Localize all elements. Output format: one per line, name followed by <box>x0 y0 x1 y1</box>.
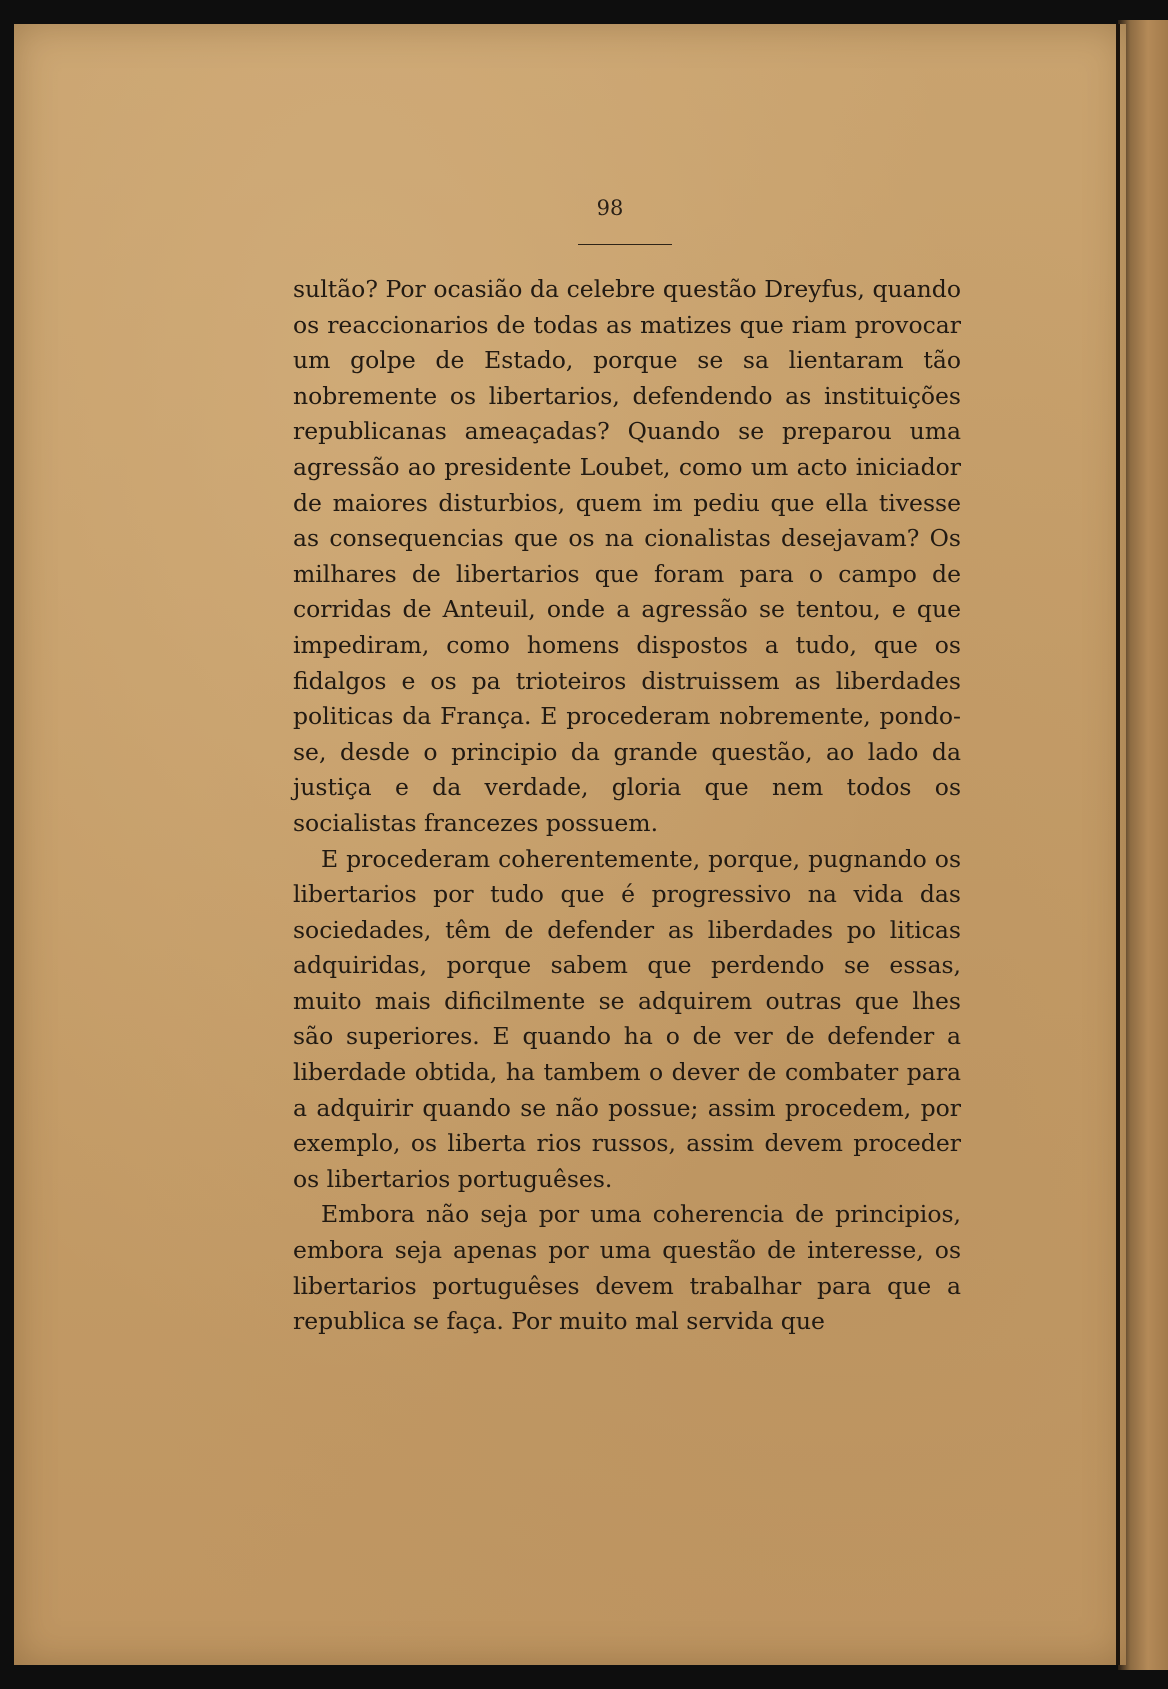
header-rule <box>578 244 672 245</box>
paragraph-2: E procederam coherentemente, porque, pugnando os libertarios por tudo que é progressivo na vida das sociedades, têm de defender as liberdades po liticas adquiridas, porque sabem que perdendo se essas, muito mais dificilmente se adquirem outras que lhes são superiores. E quando ha o de ver de defender a liberdade obtida, ha tambem o dever de combater para a adquirir quando se não possue; assim procedem, por exemplo, os liberta rios russos, assim devem proceder os libertarios portuguêses. <box>293 844 961 1193</box>
paragraph-3: Embora não seja por uma coherencia de principios, embora seja apenas por uma questão de interesse, os libertarios portuguêses devem trabalhar para que a republica se faça. Por muito mal servida que <box>293 1200 961 1336</box>
body-text <box>293 272 961 1340</box>
paragraph-1: sultão? Por ocasião da celebre questão Dreyfus, quando os reaccionarios de todas as matizes que riam provocar um golpe de Estado, porque se sa lientaram tão nobremente os libertarios, defendendo as instituições republicanas ameaçadas? Quando se preparou uma agressão ao presidente Loubet, como um acto iniciador de maiores disturbios, quem im pediu que ella tivesse as consequencias que os na cionalistas desejavam? Os milhares de libertarios que foram para o campo de corridas de Anteuil, onde a agressão se tentou, e que impediram, como homens dispostos a tudo, que os fidalgos e os pa trioteiros distruissem as liberdades politicas da França. E procederam nobremente, pondo-se, desde o principio da grande questão, ao lado da justiça e da verdade, gloria que nem todos os socialistas francezes possuem. <box>293 275 961 837</box>
page-gutter <box>1116 24 1120 1665</box>
page-number: 98 <box>596 196 624 220</box>
